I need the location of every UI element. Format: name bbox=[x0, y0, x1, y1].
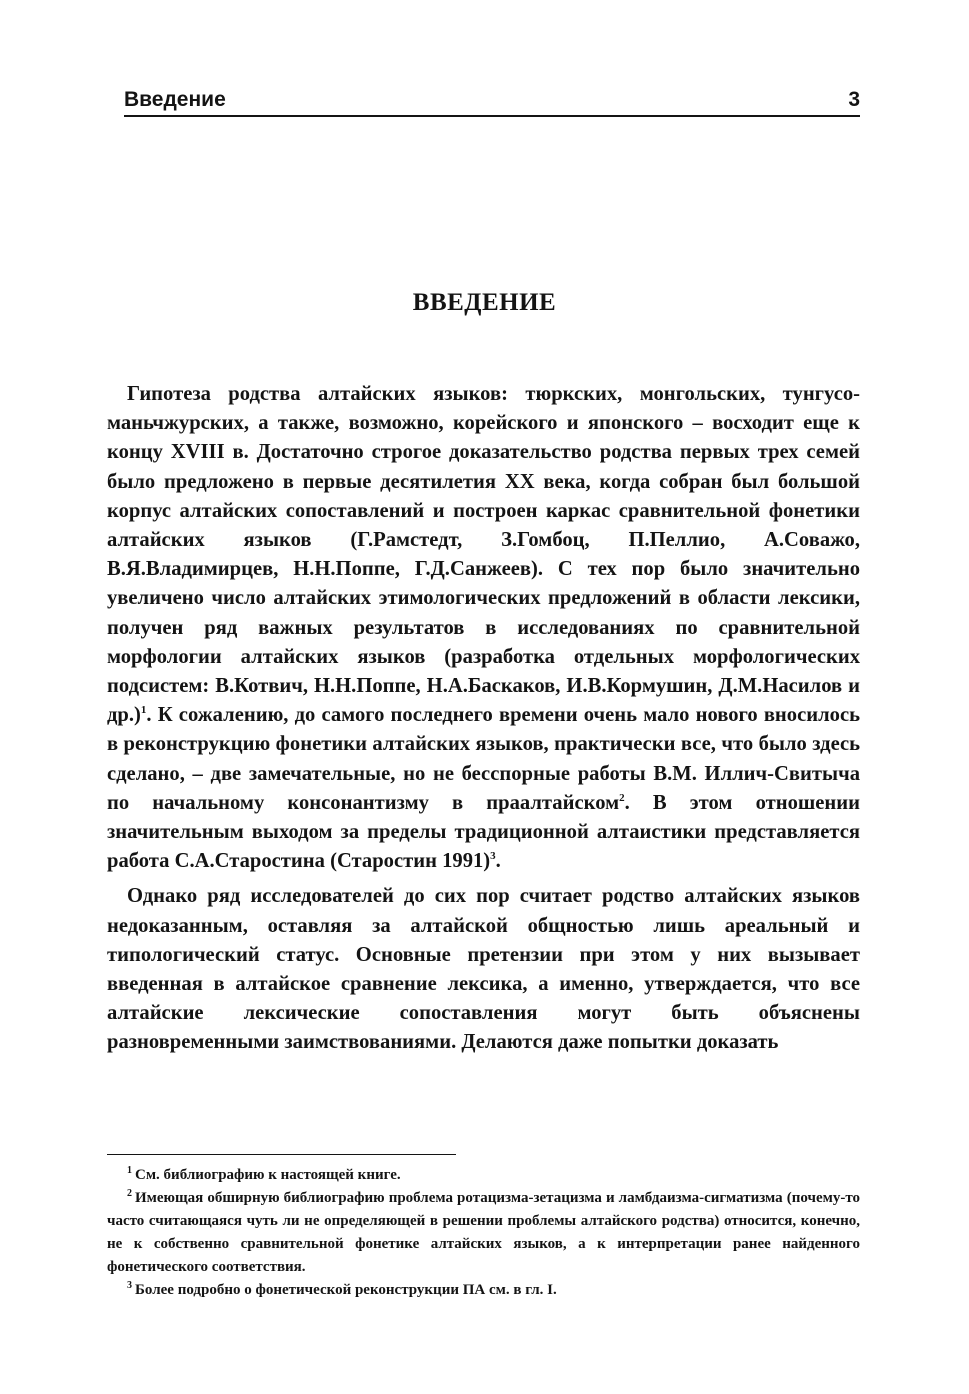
footnote-2 bbox=[107, 1187, 860, 1279]
footnotes bbox=[107, 1164, 860, 1302]
footnote-2-text: Имеющая обширную библиографию проблема ротацизма-зетацизма и ламбдаизма-сигматизма (почему-то часто считающаяся чуть ли не определяющей в решении проблемы алтайского родства) относится, конечно, не к собственно сравнительной фонетике алтайских языков, а к интерпретации ранее найденного фонетического соответствия. bbox=[107, 1190, 860, 1275]
footnote-ref-3[interactable]: 3 bbox=[490, 850, 496, 863]
paragraph-1-segment-2: . К сожалению, до самого последнего времени очень мало нового вносилось в реконструкцию фонетики алтайских языков, практически все, что было здесь сделано, – две замечательные, но не бесспорные работы В.М. Иллич-Свитыча по начальному консонантизму в праалтайском bbox=[107, 704, 860, 814]
paragraph-2: Однако ряд исследователей до сих пор считает родство алтайских языков недоказанным, оставляя за алтайской общностью лишь ареальный и типологический статус. Основные претензии при этом у них вызывает введенная в алтайское сравнение лексика, а именно, утверждается, что все алтайские лексические сопоставления могут быть объяснены разновременными заимствованиями. Делаются даже попытки доказать bbox=[107, 885, 860, 1054]
paragraph-1-segment-1: Гипотеза родства алтайских языков: тюркских, монгольских, тунгусо-маньчжурских, а также, возможно, корейского и японского – восходит еще к концу XVIII в. Достаточно строгое доказательство родства первых трех семей было предложено в первые десятилетия XX века, когда собран был большой корпус алтайских сопоставлений и построен каркас сравнительной фонетики алтайских языков (Г.Рамстедт, З.Гомбоц, П.Пеллио, А.Соважо, В.Я.Владимирцев, Н.Н.Поппе, Г.Д.Санжеев). С тех пор было значительно увеличено число алтайских этимологических предложений в области лексики, получен ряд важных результатов в исследованиях по сравнительной морфологии алтайских языков (разработка отдельных морфологических подсистем: В.Котвич, Н.Н.Поппе, Н.А.Баскаков, И.В.Кормушин, Д.М.Насилов и др.) bbox=[107, 383, 860, 727]
footnote-ref-1[interactable]: 1 bbox=[140, 704, 147, 717]
footnote-3 bbox=[107, 1279, 860, 1302]
footnote-1-number: 1 bbox=[127, 1165, 132, 1176]
footnote-1 bbox=[107, 1164, 860, 1187]
running-head bbox=[124, 88, 860, 117]
footnote-2-number: 2 bbox=[127, 1188, 132, 1199]
page-number: 3 bbox=[848, 88, 860, 111]
chapter-title: ВВЕДЕНИЕ bbox=[412, 289, 557, 316]
paragraph-1-segment-4: . bbox=[495, 850, 501, 873]
paragraph-1-segment-3: . В этом отношении значительным выходом за пределы традиционной алтаистики представляется работа С.А.Старостина (Старостин 1991) bbox=[107, 791, 860, 873]
paragraph-1 bbox=[107, 380, 860, 876]
footnote-3-text: Более подробно о фонетической реконструкции ПА см. в гл. I. bbox=[135, 1282, 557, 1298]
footnote-ref-2[interactable]: 2 bbox=[619, 791, 625, 804]
body-text bbox=[107, 380, 860, 1058]
footnote-divider bbox=[107, 1154, 456, 1155]
footnote-3-number: 3 bbox=[127, 1280, 132, 1291]
running-head-title: Введение bbox=[124, 88, 226, 111]
footnote-1-text: См. библиографию к настоящей книге. bbox=[135, 1167, 401, 1183]
